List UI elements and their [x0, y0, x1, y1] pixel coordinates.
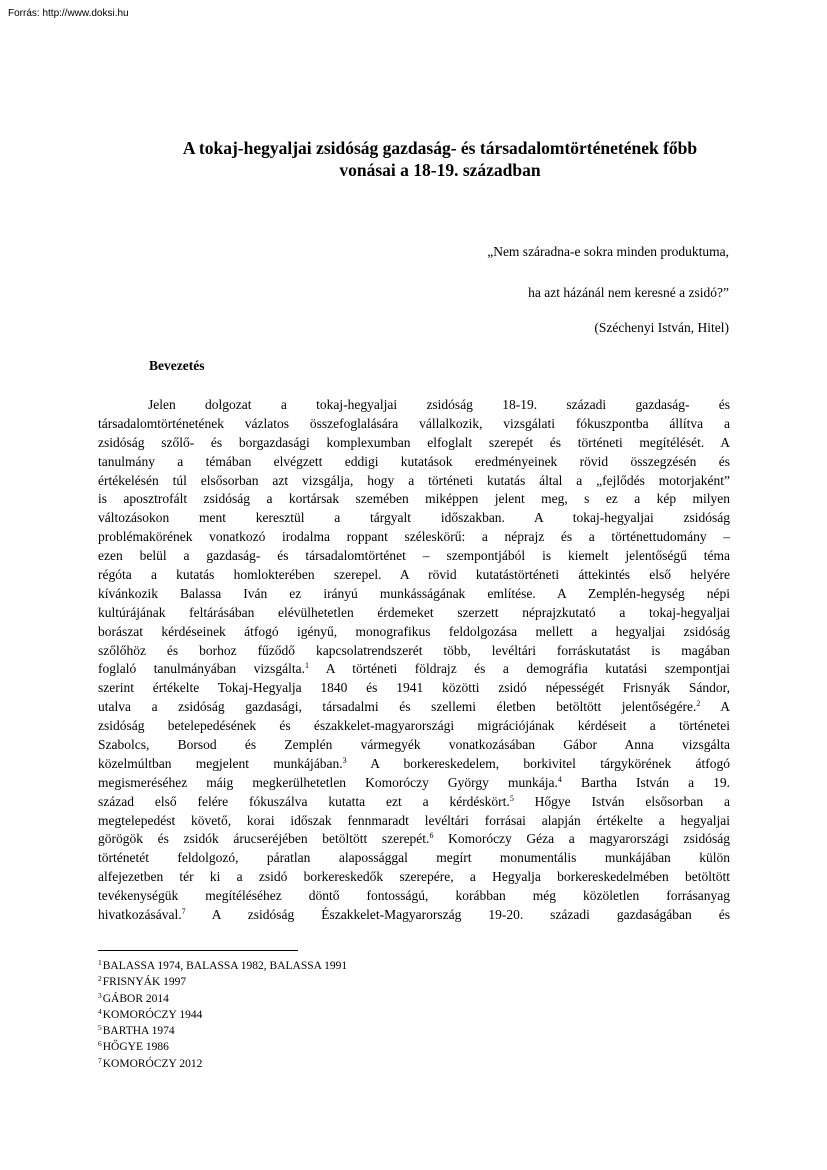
source-note: Forrás: http://www.doksi.hu — [8, 8, 129, 19]
footnote-number: 4 — [98, 1006, 102, 1016]
footnote-divider — [98, 950, 298, 951]
footnote-text: KOMORÓCZY 1944 — [102, 1008, 203, 1021]
section-heading: Bevezetés — [149, 358, 205, 373]
footnote-ref-6[interactable]: 6 — [429, 831, 434, 841]
body-line: tanulmány a témában elvégzett eddigi kutatások eredményeinek rövid összegzésén és — [98, 453, 730, 469]
footnote-text: FRISNYÁK 1997 — [102, 976, 187, 989]
body-text-segment: Hőgye István elsősorban a — [513, 793, 730, 809]
body-text-segment: görögök és zsidók árucseréjében betöltött szerepét. — [98, 831, 430, 847]
body-line: alfejezetben tér ki a zsidó borkereskedők szerepére, a Hegyalja borkereskedelmében betöltött — [98, 869, 730, 885]
footnote-ref-2[interactable]: 2 — [696, 699, 701, 709]
body-text-segment: Bartha István a 19. — [561, 774, 731, 790]
footnote-text: KOMORÓCZY 2012 — [102, 1057, 203, 1070]
body-text-segment: A borkereskedelem, borkivitel tárgykörének átfogó — [346, 755, 730, 771]
body-line — [98, 774, 730, 793]
body-text-segment: A történeti földrajz és a demográfia kutatási szempontjai — [309, 661, 730, 677]
epigraph-line-2: ha azt házánál nem keresné a zsidó?” — [528, 285, 729, 300]
footnote-number: 7 — [98, 1055, 102, 1065]
body-line: Jelen dolgozat a tokaj-hegyaljai zsidóság 18-19. századi gazdaság- és — [148, 397, 730, 412]
body-text-segment: megismeréséhez máig megkerülhetetlen Komoróczy György munkája. — [98, 774, 558, 790]
footnote-text: GÁBOR 2014 — [102, 992, 169, 1005]
body-line — [98, 906, 730, 925]
body-line: régóta a kutatás homlokterében szerepel. A rövid kutatástörténeti áttekintés első helyére — [98, 567, 730, 583]
footnote-text: BALASSA 1974, BALASSA 1982, BALASSA 1991 — [102, 960, 348, 972]
document-title — [150, 137, 730, 181]
footnote-ref-3[interactable]: 3 — [342, 755, 347, 765]
footnote-item — [98, 1023, 347, 1039]
body-line — [98, 660, 730, 679]
body-text-segment: utalva a zsidóság gazdasági, társadalmi és szellemi életben betöltött jelentőségére. — [98, 699, 697, 715]
footnote-ref-1[interactable]: 1 — [305, 661, 310, 671]
footnote-item — [98, 991, 347, 1007]
body-text-segment: hivatkozásával. — [98, 907, 182, 923]
body-line: társadalomtörténetének vázlatos összefoglalására vállalkozik, vizsgálati fókuszpontba állítva a — [98, 415, 730, 431]
body-text-segment: század első felére fókuszálva kutatta ezt a kérdéskört. — [98, 793, 510, 809]
footnote-item — [98, 1056, 347, 1072]
body-line — [98, 698, 730, 717]
footnote-item — [98, 1039, 347, 1055]
epigraph-line-1: „Nem száradna-e sokra minden produktuma, — [487, 244, 729, 259]
title-line-2: vonásai a 18-19. században — [339, 160, 541, 180]
footnote-item — [98, 1007, 347, 1023]
body-line: kívánkozik Balassa Iván ez irányú munkásságának említése. A Zemplén-hegység népi — [98, 585, 730, 601]
body-line — [98, 755, 730, 774]
body-line: Szabolcs, Borsod és Zemplén vármegyék vonatkozásában Gábor Anna vizsgálta — [98, 737, 730, 753]
body-line — [98, 830, 730, 849]
epigraph-attribution: (Széchenyi István, Hitel) — [594, 320, 729, 335]
body-line: tevékenységük megítéléséhez döntő fontosságú, korábban még közöletlen forrásanyag — [98, 888, 730, 904]
footnote-item — [98, 974, 347, 990]
body-line: szerint értékelte Tokaj-Hegyalja 1840 és 1941 közötti zsidó népességét Frisnyák Sándor, — [98, 680, 730, 696]
footnote-number: 1 — [98, 958, 102, 967]
footnote-ref-5[interactable]: 5 — [509, 793, 514, 803]
body-line: megtelepedést követő, korai időszak fennmaradt levéltári forrásai alapján értékelte a hegyaljai — [98, 812, 730, 828]
body-text-segment: A zsidóság Északkelet-Magyarország 19-20. századi gazdaságában és — [185, 907, 730, 923]
footnote-number: 2 — [98, 974, 102, 984]
body-line: zsidóság szőlő- és borgazdasági komplexumban elfoglalt szerepét és történeti megítélését. A — [98, 434, 730, 450]
body-line: szőlőhöz és borhoz fűződő kapcsolatrendszerét több, levéltári forráskutatást is magában — [98, 642, 730, 658]
body-text-segment: A — [700, 699, 730, 715]
body-line: értékelésén túl elsősorban azt vizsgálja, hogy a történeti kutatás által a „fejlődés motorjaként” — [98, 472, 730, 488]
body-line: változásokon ment keresztül a tárgyalt időszakban. A tokaj-hegyaljai zsidóság — [98, 510, 730, 526]
body-text-segment: Komoróczy Géza a magyarországi zsidóság — [433, 831, 730, 847]
body-line: történetét feldolgozó, páratlan alapossággal megírt monumentális munkájában külön — [98, 850, 730, 866]
body-line: problémakörének vonatkozó irodalma roppant széleskörű: a néprajz és a történettudomány – — [98, 529, 730, 545]
footnote-number: 3 — [98, 990, 102, 1000]
body-line: ezen belül a gazdaság- és társadalomtörténet – szempontjából is kiemelt jelentőségű téma — [98, 548, 730, 564]
body-line: is aposztrofált zsidóság a kortársak szemében miképpen jelent meg, s ez a kép milyen — [98, 491, 730, 507]
footnote-item — [98, 958, 347, 974]
footnote-ref-7[interactable]: 7 — [181, 907, 186, 917]
footnote-text: HŐGYE 1986 — [102, 1041, 169, 1054]
body-text — [98, 396, 730, 925]
footnote-text: BARTHA 1974 — [102, 1025, 175, 1038]
footnotes — [98, 958, 347, 1072]
footnote-number: 6 — [98, 1039, 102, 1049]
body-line: kultúrájának feltárásában elévülhetetlen érdemeket szerzett néprajzkutató a tokaj-hegyaljai — [98, 604, 730, 620]
footnote-number: 5 — [98, 1023, 102, 1033]
body-line: zsidóság betelepedésének és északkelet-magyarországi migrációjának kérdéseit a történetei — [98, 718, 730, 734]
body-text-segment: foglaló tanulmányában vizsgálta. — [98, 661, 306, 677]
body-text-segment: közelmúltban megjelent munkájában. — [98, 755, 343, 771]
body-line: borászat kérdéseinek átfogó igényű, monografikus feldolgozása mellett a hegyaljai zsidóság — [98, 623, 730, 639]
title-line-1: A tokaj-hegyaljai zsidóság gazdaság- és társadalomtörténetének főbb — [182, 138, 698, 158]
footnote-ref-4[interactable]: 4 — [557, 774, 562, 784]
body-line — [98, 793, 730, 812]
